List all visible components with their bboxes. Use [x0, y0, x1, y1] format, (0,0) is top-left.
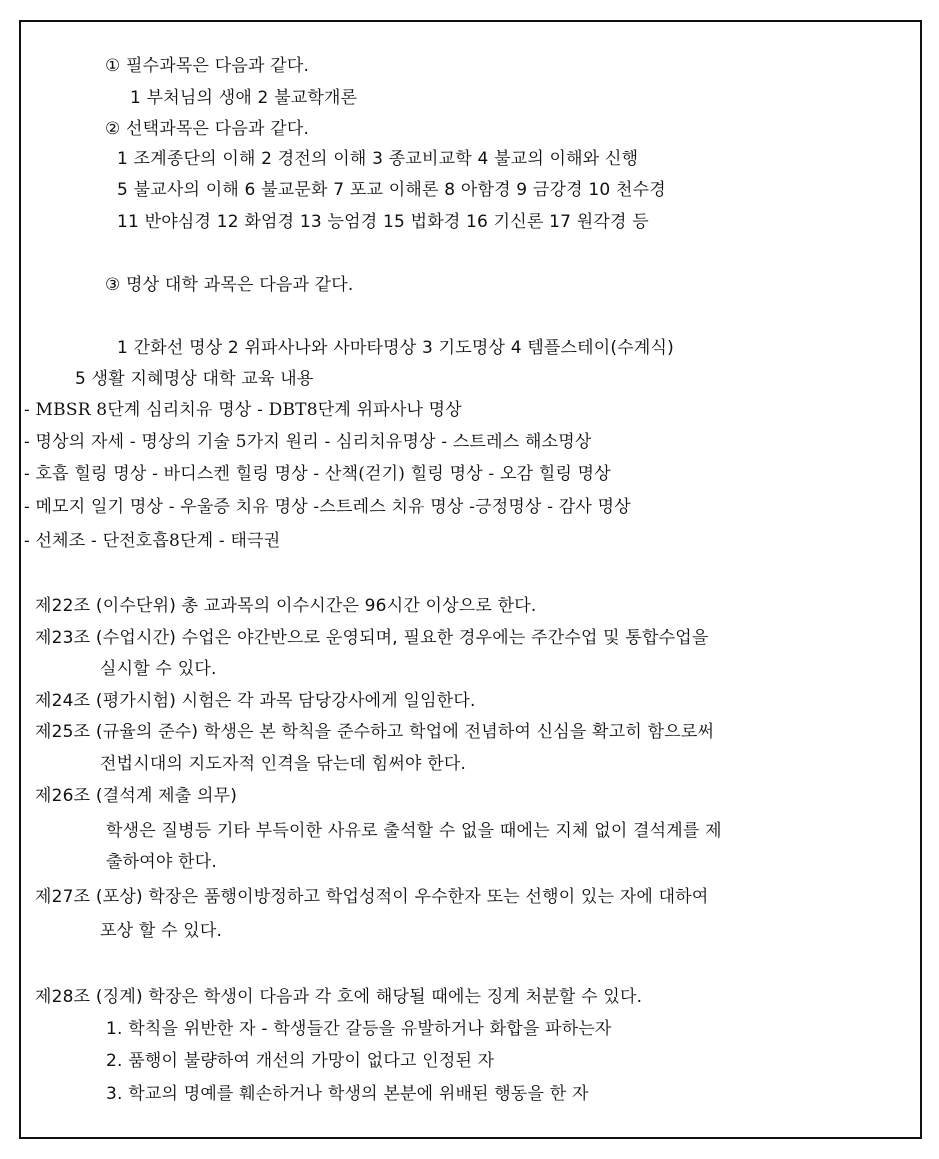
article-28-item-1: 1. 학칙을 위반한 자 - 학생들간 갈등을 유발하거나 화합을 파하는자: [106, 1019, 612, 1039]
article-26-line-2: 학생은 질병등 기타 부득이한 사유로 출석할 수 없을 때에는 지체 없이 결석계를 제: [106, 821, 722, 841]
elective-courses-heading: ② 선택과목은 다음과 같다.: [105, 119, 310, 139]
elective-courses-line-1: 1 조계종단의 이해 2 경전의 이해 3 종교비교학 4 불교의 이해와 신행: [117, 149, 639, 169]
meditation-detail-line-4: - 메모지 일기 명상 - 우울증 치유 명상 -스트레스 치유 명상 -긍정명상 - 감사 명상: [24, 497, 631, 517]
article-28: 제28조 (징계) 학장은 학생이 다음과 각 호에 해당될 때에는 징계 처분할 수 있다.: [35, 987, 643, 1007]
article-27-line-2: 포상 할 수 있다.: [100, 921, 223, 941]
required-courses-list: 1 부처님의 생애 2 불교학개론: [130, 88, 358, 108]
article-23-line-2: 실시할 수 있다.: [100, 659, 217, 679]
article-22: 제22조 (이수단위) 총 교과목의 이수시간은 96시간 이상으로 한다.: [35, 596, 537, 616]
meditation-detail-line-1: - MBSR 8단계 심리치유 명상 - DBT8단계 위파사나 명상: [24, 400, 462, 420]
article-26-line-1: 제26조 (결석계 제출 의무): [35, 786, 238, 806]
article-28-item-2: 2. 품행이 불량하여 개선의 가망이 없다고 인정된 자: [106, 1051, 495, 1071]
meditation-detail-line-5: - 선체조 - 단전호흡8단계 - 태극권: [24, 531, 281, 551]
article-26-line-3: 출하여야 한다.: [106, 852, 217, 872]
article-27-line-1: 제27조 (포상) 학장은 품행이방정하고 학업성적이 우수한자 또는 선행이 있는 자에 대하여: [35, 887, 709, 907]
meditation-courses-heading: ③ 명상 대학 과목은 다음과 같다.: [105, 275, 354, 295]
article-25-line-1: 제25조 (규율의 준수) 학생은 본 학칙을 준수하고 학업에 전념하여 신심을 확고히 함으로써: [35, 722, 715, 742]
meditation-detail-line-2: - 명상의 자세 - 명상의 기술 5가지 원리 - 심리치유명상 - 스트레스 해소명상: [24, 432, 592, 452]
article-23-line-1: 제23조 (수업시간) 수업은 야간반으로 운영되며, 필요한 경우에는 주간수업 및 통합수업을: [35, 628, 709, 648]
meditation-courses-line-2: 5 생활 지혜명상 대학 교육 내용: [75, 369, 314, 389]
meditation-courses-line-1: 1 간화선 명상 2 위파사나와 사마타명상 3 기도명상 4 템플스테이(수계식): [117, 338, 674, 358]
elective-courses-line-2: 5 불교사의 이해 6 불교문화 7 포교 이해론 8 아함경 9 금강경 10 천수경: [117, 180, 666, 200]
required-courses-heading: ① 필수과목은 다음과 같다.: [105, 56, 310, 76]
elective-courses-line-3: 11 반야심경 12 화엄경 13 능엄경 15 법화경 16 기신론 17 원각경 등: [117, 212, 649, 232]
meditation-detail-line-3: - 호흡 힐링 명상 - 바디스켄 힐링 명상 - 산책(걷기) 힐링 명상 - 오감 힐링 명상: [24, 464, 611, 484]
article-25-line-2: 전법시대의 지도자적 인격을 닦는데 힘써야 한다.: [100, 754, 467, 774]
article-24: 제24조 (평가시험) 시험은 각 과목 담당강사에게 일임한다.: [35, 691, 476, 711]
article-28-item-3: 3. 학교의 명예를 훼손하거나 학생의 본분에 위배된 행동을 한 자: [106, 1084, 589, 1104]
